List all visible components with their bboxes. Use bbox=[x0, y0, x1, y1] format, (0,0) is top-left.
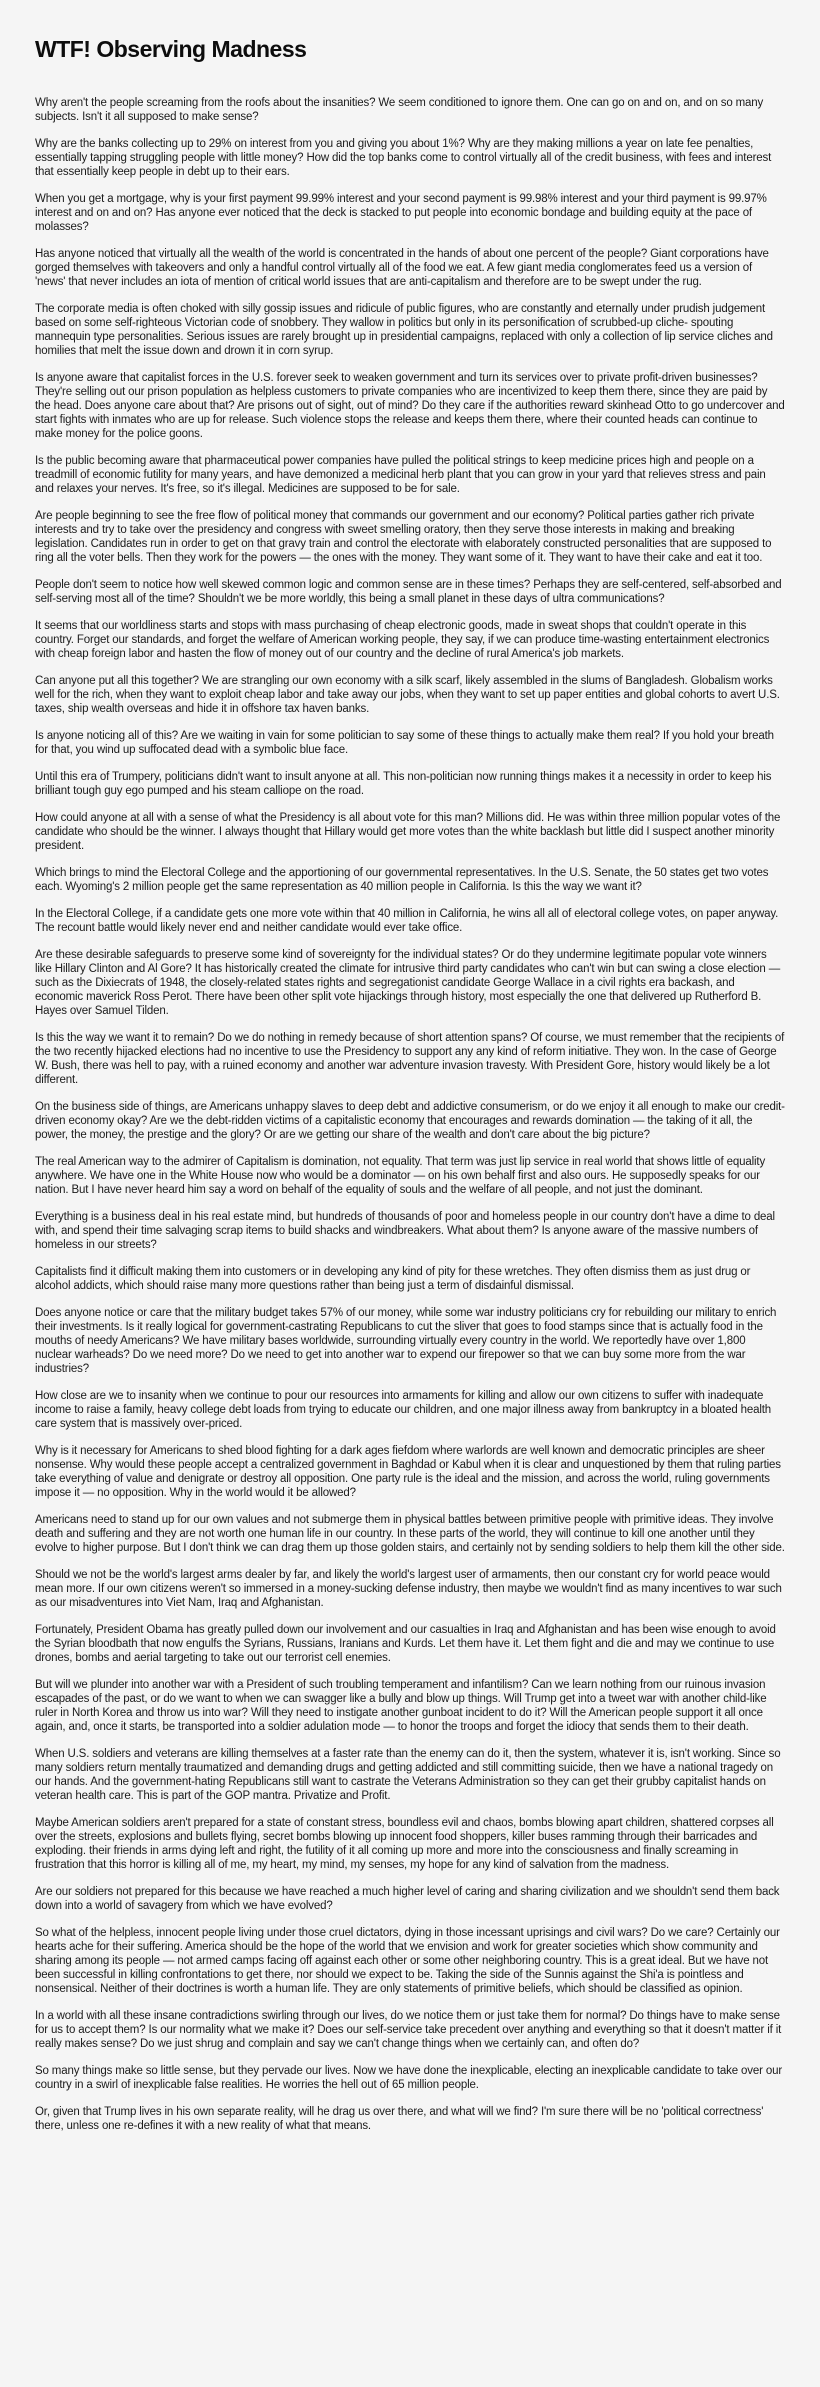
paragraph: Fortunately, President Obama has greatly pulled down our involvement and our casualties in Iraq and Afghanistan and has been wise enough to avoid the Syrian bloodbath that now engulfs the Syrians, Russians, Iranians and Kurds. Let them have it. Let them fight and die and may we continue to use drones, bombs and aerial targeting to take out our terrorist cell enemies. bbox=[35, 1624, 776, 1665]
paragraph: Are people beginning to see the free flow of political money that commands our government and our economy? Political parties gather rich private interests and try to take over the presidency and congress with sweet smelling oratory, then they serve those interests in making and breaking legislation. Candidates run in order to get on that gravy train and control the electorate with elaborately constructed personalities that are supposed to ring all the voter bells. Then they work for the powers — the ones with the money. They want some of it. They want to have their cake and eat it too. bbox=[35, 510, 772, 565]
paragraph: Maybe American soldiers aren't prepared for a state of constant stress, boundless evil and chaos, bombs blowing apart children, shattered corpses all over the streets, explosions and bullets flying, secret bombs blowing up innocent food shoppers, killer buses ramming through their barricades and exploding. their friends in arms dying left and right, the futility of it all coming up more and more into the consciousness and finally screaming in frustration that this horror is killing all of me, my heart, my mind, my senses, my hope for any kind of salvation from the madness. bbox=[35, 1817, 774, 1872]
page-title: WTF! Observing Madness bbox=[35, 36, 307, 62]
article-body bbox=[35, 96, 785, 2133]
paragraph: Should we not be the world's largest arms dealer by far, and likely the world's largest user of armaments, then our constant cry for world peace would mean more. If our own citizens weren't so immersed in a money-sucking defense industry, then maybe we wouldn't find as many incentives to war such as our misadventures into Viet Nam, Iraq and Afghanistan. bbox=[35, 1569, 782, 1610]
paragraph: So what of the helpless, innocent people living under those cruel dictators, dying in those incessant uprisings and civil wars? Do we care? Certainly our hearts ache for their suffering. America should be the hope of the world that we envision and work for greater societies which show community and sharing among its people — not armed camps facing off against each other or some other neighboring country. This is a great ideal. But we have not been successful in killing confrontations to get there, nor should we expect to be. Taking the side of the Sunnis against the Shi'a is pointless and nonsensical. Neither of their doctrines is worth a human life. They are only statements of primitive beliefs, which should be classified as opinion. bbox=[35, 1927, 780, 1996]
paragraph: Why are the banks collecting up to 29% on interest from you and giving you about 1%? Why are they making millions a year on late fee penalties, essentially tapping struggling people with little money? How did the top banks come to control virtually all of the credit business, with fees and interest that essentially keep people in debt up to their ears. bbox=[35, 138, 772, 179]
paragraph: Can anyone put all this together? We are strangling our own economy with a silk scarf, likely assembled in the slums of Bangladesh. Globalism works well for the rich, when they want to exploit cheap labor and take away our jobs, when they want to set up paper entities and global cohorts to avert U.S. taxes, ship wealth overseas and hide it in offshore tax haven banks. bbox=[35, 675, 780, 716]
paragraph: When you get a mortgage, why is your first payment 99.99% interest and your second payment is 99.98% interest and your third payment is 99.97% interest and on and on? Has anyone ever noticed that the deck is stacked to put people into economic bondage and building equity at the pace of molasses? bbox=[35, 193, 767, 234]
paragraph: Until this era of Trumpery, politicians didn't want to insult anyone at all. This non-politician now running things makes it a necessity in order to keep his brilliant tough guy ego pumped and his steam calliope on the road. bbox=[35, 771, 772, 798]
paragraph: Does anyone notice or care that the military budget takes 57% of our money, while some war industry politicians cry for rebuilding our military to enrich their investments. Is it really logical for government-castrating Republicans to cut the sliver that goes to food stamps since that is actually food in the mouths of needy Americans? We have military bases worldwide, surrounding virtually every country in the world. We reportedly have over 1,800 nuclear warheads? Do we need more? Do we need to get into another war to expend our firepower so that we can buy some more from the war industries? bbox=[35, 1307, 777, 1376]
paragraph: In a world with all these insane contradictions swirling through our lives, do we notice them or just take them for normal? Do things have to make sense for us to accept them? Is our normality what we make it? Does our self-service take precedent over anything and everything so that it doesn't matter if it really makes sense? Do we just shrug and complain and say we can't change things when we certainly can, and often do? bbox=[35, 2010, 782, 2051]
paragraph: Are our soldiers not prepared for this because we have reached a much higher level of caring and sharing civilization and we shouldn't send them back down into a world of savagery from which we have evolved? bbox=[35, 1886, 780, 1913]
paragraph: When U.S. soldiers and veterans are killing themselves at a faster rate than the enemy can do it, then the system, whatever it is, isn't working. Since so many soldiers return mentally traumatized and demanding drugs and getting addicted and still committing suicide, then we have a national tragedy on our hands. And the government-hating Republicans still want to castrate the Veterans Administration so they can get their grubby capitalist hands on veteran health care. This is part of the GOP mantra. Privatize and Profit. bbox=[35, 1748, 781, 1803]
paragraph: In the Electoral College, if a candidate gets one more vote within that 40 million in California, he wins all all of electoral college votes, on paper anyway. The recount battle would likely never end and neither candidate would ever take office. bbox=[35, 908, 779, 935]
paragraph: Why aren't the people screaming from the roofs about the insanities? We seem conditioned to ignore them. One can go on and on, and on so many subjects. Isn't it all supposed to make sense? bbox=[35, 97, 764, 124]
paragraph: Is anyone noticing all of this? Are we waiting in vain for some politician to say some of these things to actually make them real? If you hold your breath for that, you wind up suffocated dead with a symbolic blue face. bbox=[35, 730, 774, 757]
paragraph: It seems that our worldliness starts and stops with mass purchasing of cheap electronic goods, made in sweat shops that couldn't operate in this country. Forget our standards, and forget the welfare of American working people, they say, if we can produce time-wasting entertainment electronics with cheap foreign labor and hasten the flow of money out of our country and the decline of rural America's job markets. bbox=[35, 620, 770, 661]
paragraph: Which brings to mind the Electoral College and the apportioning of our governmental representatives. In the U.S. Senate, the 50 states get two votes each. Wyoming's 2 million people get the same representation as 40 million people in California. Is this the way we want it? bbox=[35, 867, 769, 894]
paragraph: Everything is a business deal in his real estate mind, but hundreds of thousands of poor and homeless people in our country don't have a dime to deal with, and spend their time salvaging scrap items to build shacks and windbreakers. What about them? Is anyone aware of the massive numbers of homeless in our streets? bbox=[35, 1211, 775, 1252]
paragraph: But will we plunder into another war with a President of such troubling temperament and infantilism? Can we learn nothing from our ruinous invasion escapades of the past, or do we want to when we can swagger like a bully and blow up things. Will Trump get into a tweet war with another child-like ruler in North Korea and throw us into war? Will they need to instigate another gunboat incident to do it? Will the American people support it all once again, and, once it starts, be transported into a soldier adulation mode — to honor the troops and forget the idiocy that sends them to their death. bbox=[35, 1679, 767, 1734]
paragraph: Is anyone aware that capitalist forces in the U.S. forever seek to weaken government and turn its services over to private profit-driven businesses? They're selling out our prison population as helpless customers to private companies who are incentivized to keep them there, since they are paid by the head. Does anyone care about that? Are prisons out of sight, out of mind? Do they care if the authorities reward skinhead Otto to go undercover and start fights with inmates who are up for release. Such violence stops the release and keeps them there, where their counted heads can continue to make money for the police goons. bbox=[35, 372, 785, 441]
paragraph: Or, given that Trump lives in his own separate reality, will he drag us over there, and what will we find? I'm sure there will be no 'political correctness' there, unless one re-defines it with a new reality of what that means. bbox=[35, 2106, 764, 2133]
paragraph: People don't seem to notice how well skewed common logic and common sense are in these times? Perhaps they are self-centered, self-absorbed and self-serving most all of the time? Shouldn't we be more worldly, this being a small planet in these days of ultra communications? bbox=[35, 579, 782, 606]
paragraph: So many things make so little sense, but they pervade our lives. Now we have done the inexplicable, electing an inexplicable candidate to take over our country in a swirl of inexplicable false realities. He worries the hell out of 65 million people. bbox=[35, 2065, 783, 2092]
paragraph: Capitalists find it difficult making them into customers or in developing any kind of pity for these wretches. They often dismiss them as just drug or alcohol addicts, which should raise many more questions rather than being just a term of disdainful dismissal. bbox=[35, 1266, 751, 1293]
paragraph: How close are we to insanity when we continue to pour our resources into armaments for killing and allow our own citizens to suffer with inadequate income to raise a family, heavy college debt loads from trying to educate our children, and one major illness away from bankruptcy in a bloated health care system that is massively over-priced. bbox=[35, 1390, 772, 1431]
paragraph: Is the public becoming aware that pharmaceutical power companies have pulled the political strings to keep medicine prices high and people on a treadmill of economic futility for many years, and have demonized a medicinal herb plant that you can grow in your yard that relieves stress and pain and relaxes your nerves. It's free, so it's illegal. Medicines are supposed to be for sale. bbox=[35, 455, 766, 496]
paragraph: Why is it necessary for Americans to shed blood fighting for a dark ages fiefdom where warlords are well known and democratic principles are sheer nonsense. Why would these people accept a centralized government in Baghdad or Kabul when it is clear and unquestioned by them that ruling parties take everything of value and denigrate or destroy all opposition. One party rule is the ideal and the mission, and across the world, ruling governments impose it — no opposition. Why in the world would it be allowed? bbox=[35, 1445, 781, 1500]
paragraph: Has anyone noticed that virtually all the wealth of the world is concentrated in the hands of about one percent of the people? Giant corporations have gorged themselves with takeovers and only a handful control virtually all of the food we eat. A few giant media conglomerates feed us a version of 'news' that never includes an iota of mention of critical world issues that are anti-capitalism and therefore are to be swept under the rug. bbox=[35, 248, 769, 289]
paragraph: On the business side of things, are Americans unhappy slaves to deep debt and addictive consumerism, or do we enjoy it all enough to make our credit-driven economy okay? Are we the debt-ridden victims of a capitalistic economy that encourages and rewards domination — the taking of it all, the power, the money, the prestige and the glory? Or are we getting our share of the wealth and don't care about the big picture? bbox=[35, 1101, 785, 1142]
paragraph: How could anyone at all with a sense of what the Presidency is all about vote for this man? Millions did. He was within three million popular votes of the candidate who should be the winner. I always thought that Hillary would get more votes than the white backlash but little did I suspect another minority president. bbox=[35, 812, 781, 853]
paragraph: The real American way to the admirer of Capitalism is domination, not equality. That term was just lip service in real world that shows little of equality anywhere. We have one in the White House now who would be a dominator — on his own behalf first and also ours. He supposedly speaks for our nation. But I have never heard him say a word on behalf of the equality of souls and the welfare of all people, and not just the dominant. bbox=[35, 1156, 766, 1197]
paragraph: Is this the way we want it to remain? Do we do nothing in remedy because of short attention spans? Of course, we must remember that the recipients of the two recently hijacked elections had no incentive to use the Presidency to support any any kind of reform initiative. They won. In the case of George W. Bush, there was hell to pay, with a ruined economy and another war adventure invasion travesty. With President Gore, history would likely be a lot different. bbox=[35, 1032, 785, 1087]
paragraph: Americans need to stand up for our own values and not submerge them in physical battles between primitive people with primitive ideas. They involve death and suffering and they are not worth one human life in our country. In these parts of the world, they will continue to kill one another until they evolve to higher purpose. But I don't think we can drag them up those golden stairs, and certainly not by sending soldiers to help them kill the other side. bbox=[35, 1514, 785, 1555]
paragraph: Are these desirable safeguards to preserve some kind of sovereignty for the individual states? Or do they undermine legitimate popular vote winners like Hillary Clinton and Al Gore? It has historically created the climate for intrusive third party candidates who can't win but can swing a close election — such as the Dixiecrats of 1948, the closely-related states rights and segregationist candidate George Wallace in a civil rights era backash, and economic maverick Ross Perot. There have been other split vote hijackings through history, most especially the one that delivered up Rutherford B. Hayes over Samuel Tilden. bbox=[35, 949, 781, 1018]
paragraph: The corporate media is often choked with silly gossip issues and ridicule of public figures, who are constantly and eternally under prudish judgement based on some self-righteous Victorian code of snobbery. They wallow in politics but only in its personification of scrubbed-up cliche- spouting mannequin type personalities. Serious issues are rarely brought up in presidential campaigns, replaced with only a collection of lip service cliches and homilies that melt the issue down and drown it in corn syrup. bbox=[35, 303, 773, 358]
